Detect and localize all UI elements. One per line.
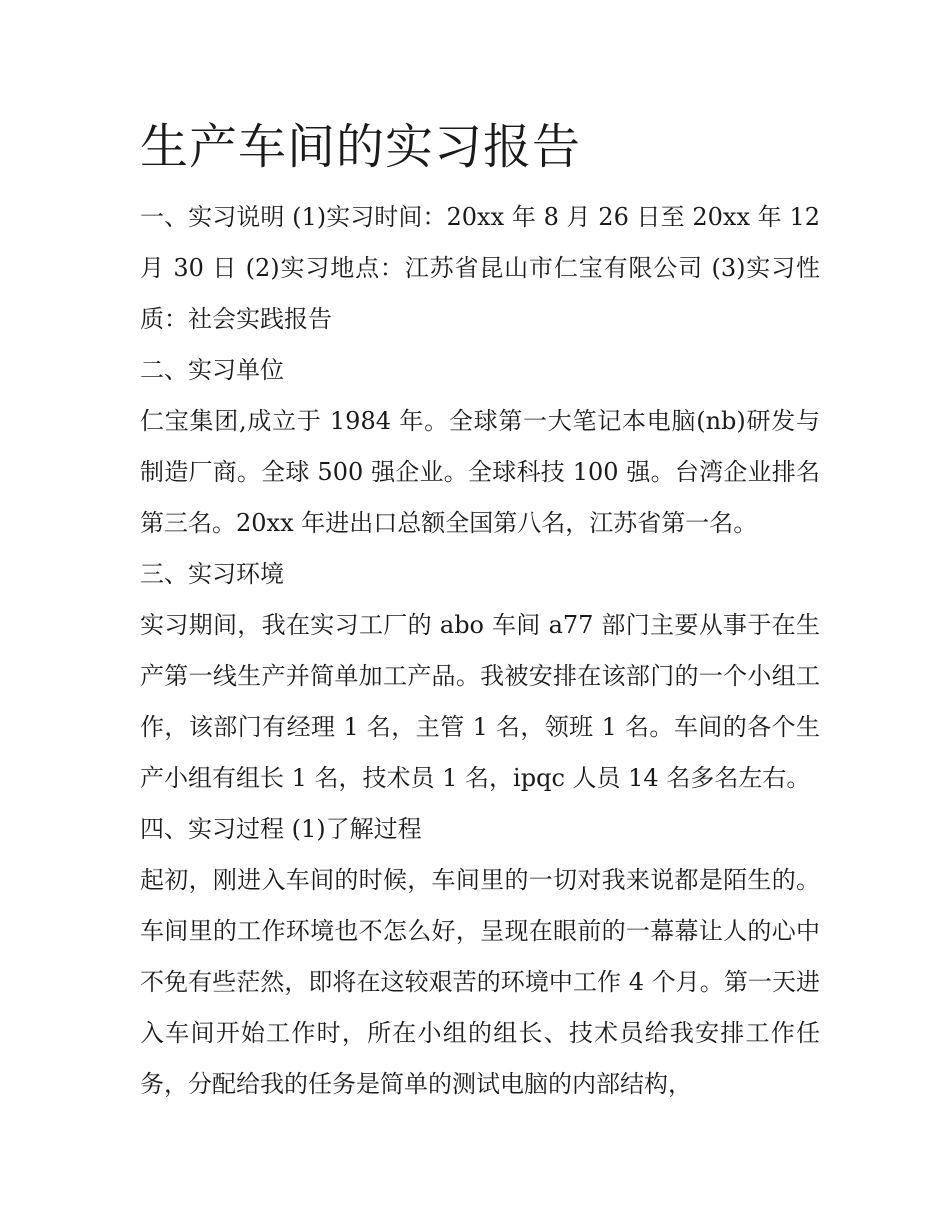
heading-internship-unit: 二、实习单位 — [140, 356, 284, 384]
section-internship-description: 一、实习说明 (1)实习时间：20xx 年 8 月 26 日至 20xx 年 12 月 30 日 (2)实习地点：江苏省昆山市仁宝有限公司 (3)实习性质：社会实践报告 — [140, 203, 820, 333]
paragraph-company-intro: 仁宝集团,成立于 1984 年。全球第一大笔记本电脑(nb)研发与制造厂商。全球 500 强企业。全球科技 100 强。台湾企业排名第三名。20xx 年进出口总额全国第八名，江苏省第一名。 — [140, 407, 820, 537]
paragraph-environment: 实习期间，我在实习工厂的 abo 车间 a77 部门主要从事于在生产第一线生产并简单加工产品。我被安排在该部门的一个小组工作，该部门有经理 1 名，主管 1 名，领班 1 名。车间的各个生产小组有组长 1 名，技术员 1 名，ipqc 人员 14 名多名左右。 — [140, 611, 820, 792]
document-title: 生产车间的实习报告 — [140, 119, 582, 175]
document-page — [140, 112, 820, 1110]
paragraph-process: 起初，刚进入车间的时候，车间里的一切对我来说都是陌生的。车间里的工作环境也不怎么好，呈现在眼前的一幕幕让人的心中不免有些茫然，即将在这较艰苦的环境中工作 4 个月。第一天进入车间开始工作时，所在小组的组长、技术员给我安排工作任务，分配给我的任务是简单的测试电脑的内部结构， — [140, 866, 820, 1098]
heading-internship-environment: 三、实习环境 — [140, 560, 284, 588]
heading-internship-process: 四、实习过程 (1)了解过程 — [140, 815, 422, 843]
